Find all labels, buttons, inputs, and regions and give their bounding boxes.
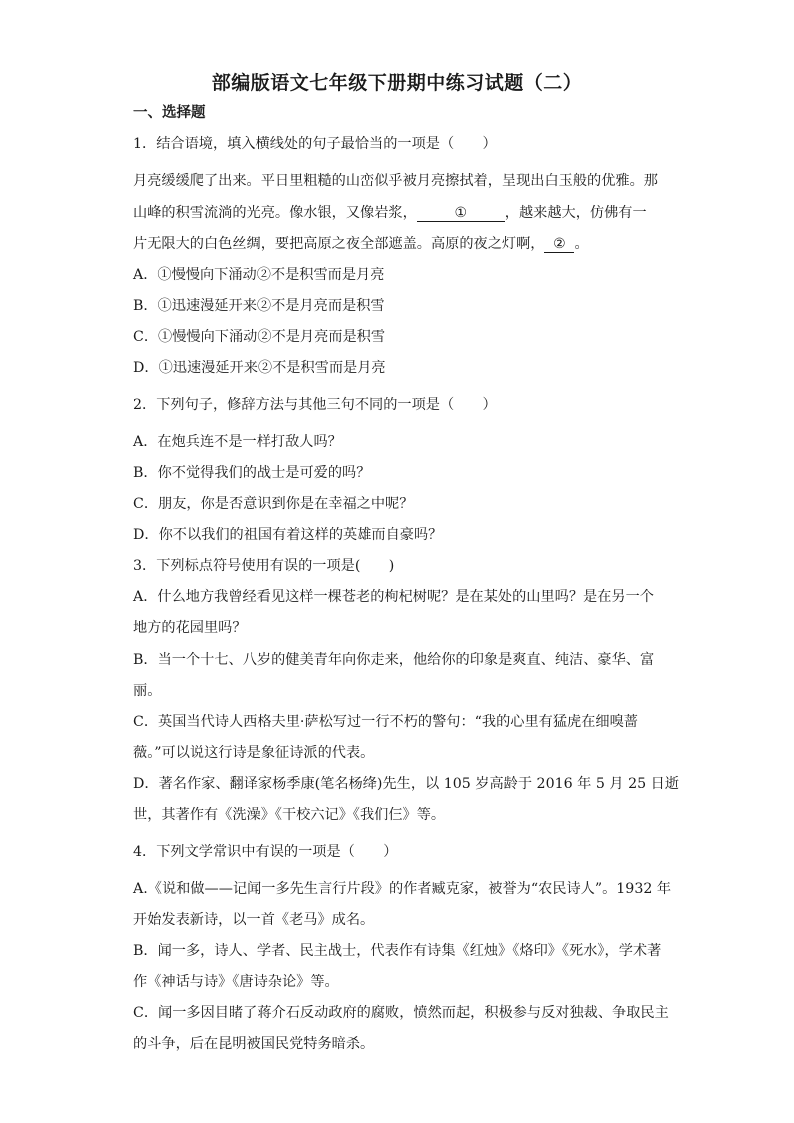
q1-option-a: A．①慢慢向下涌动②不是积雪而是月亮 (133, 267, 385, 283)
q3-stem: 3．下列标点符号使用有误的一项是( ) (133, 558, 395, 574)
q4-option-c-line-2: 的斗争，后在昆明被国民党特务暗杀。 (133, 1036, 375, 1052)
blank-2-label: ② (553, 236, 566, 252)
blank-1-label: ① (454, 205, 468, 221)
q4-stem: 4．下列文学常识中有误的一项是（ ） (133, 844, 398, 860)
q3-option-c-line-2: 薇。”可以说这行诗是象征诗派的代表。 (133, 745, 375, 761)
q3-option-b-line-2: 丽。 (133, 683, 162, 699)
q1-passage-line-2 (133, 204, 647, 222)
q1-passage-text: 。 (574, 236, 589, 252)
q4-option-a-line-2: 开始发表新诗，以一首《老马》成名。 (133, 912, 375, 928)
q4-option-b-line-2: 作《神话与诗》《唐诗杂论》等。 (133, 974, 339, 990)
q3-option-d-line-1: D．著名作家、翻译家杨季康(笔名杨绛)先生，以 105 岁高龄于 2016 年 5 月 25 日逝 (133, 776, 680, 792)
q2-option-c: C．朋友，你是否意识到你是在幸福之中呢？ (133, 496, 414, 512)
q1-option-d: D．①迅速漫延开来②不是积雪而是月亮 (133, 360, 386, 376)
q3-option-c-line-1: C．英国当代诗人西格夫里·萨松写过一行不朽的警句：“我的心里有猛虎在细嗅蔷 (133, 714, 638, 730)
blank-1 (417, 205, 505, 222)
q1-passage-text: ，越来越大，仿佛有一 (504, 205, 647, 221)
q3-option-d-line-2: 世，其著作有《洗澡》《干校六记》《我们仨》等。 (133, 807, 446, 823)
q2-option-d: D．你不以我们的祖国有着这样的英雄而自豪吗？ (133, 527, 443, 543)
q4-option-b-line-1: B．闻一多，诗人、学者、民主战士，代表作有诗集《红烛》《烙印》《死水》，学术著 (133, 943, 662, 959)
blank-2 (544, 236, 574, 253)
q1-passage-line-3 (133, 235, 589, 253)
q2-stem: 2．下列句子，修辞方法与其他三句不同的一项是（ ） (133, 397, 497, 413)
q1-stem: 1．结合语境，填入横线处的句子最恰当的一项是（ ） (133, 136, 497, 152)
q4-option-a-line-1: A.《说和做——记闻一多先生言行片段》的作者臧克家，被誉为“农民诗人”。1932 年 (133, 881, 672, 897)
q1-passage-text: 片无限大的白色丝绸，要把高原之夜全部遮盖。高原的夜之灯啊， (133, 236, 545, 252)
q3-option-a-line-1: A．什么地方我曾经看见这样一棵苍老的枸杞树呢？是在某处的山里吗？是在另一个 (133, 589, 654, 605)
page-title: 部编版语文七年级下册期中练习试题（二） (211, 72, 583, 94)
q1-option-b: B．①迅速漫延开来②不是月亮而是积雪 (133, 298, 385, 314)
q3-option-b-line-1: B．当一个十七、八岁的健美青年向你走来，他给你的印象是爽直、纯洁、豪华、富 (133, 652, 655, 668)
q1-passage-line-1: 月亮缓缓爬了出来。平日里粗糙的山峦似乎被月亮擦拭着，呈现出白玉般的优雅。那 (133, 173, 658, 189)
q2-option-a: A．在炮兵连不是一样打敌人吗？ (133, 434, 342, 450)
q1-passage-text: 山峰的积雪流淌的光亮。像水银，又像岩浆， (133, 205, 417, 221)
q1-option-c: C．①慢慢向下涌动②不是月亮而是积雪 (133, 329, 386, 345)
q2-option-b: B．你不觉得我们的战士是可爱的吗？ (133, 465, 371, 481)
q3-option-a-line-2: 地方的花园里吗？ (133, 620, 247, 636)
section-heading: 一、选择题 (133, 104, 206, 121)
q4-option-c-line-1: C．闻一多因目睹了蒋介石反动政府的腐败，愤然而起，积极参与反对独裁、争取民主 (133, 1005, 669, 1021)
